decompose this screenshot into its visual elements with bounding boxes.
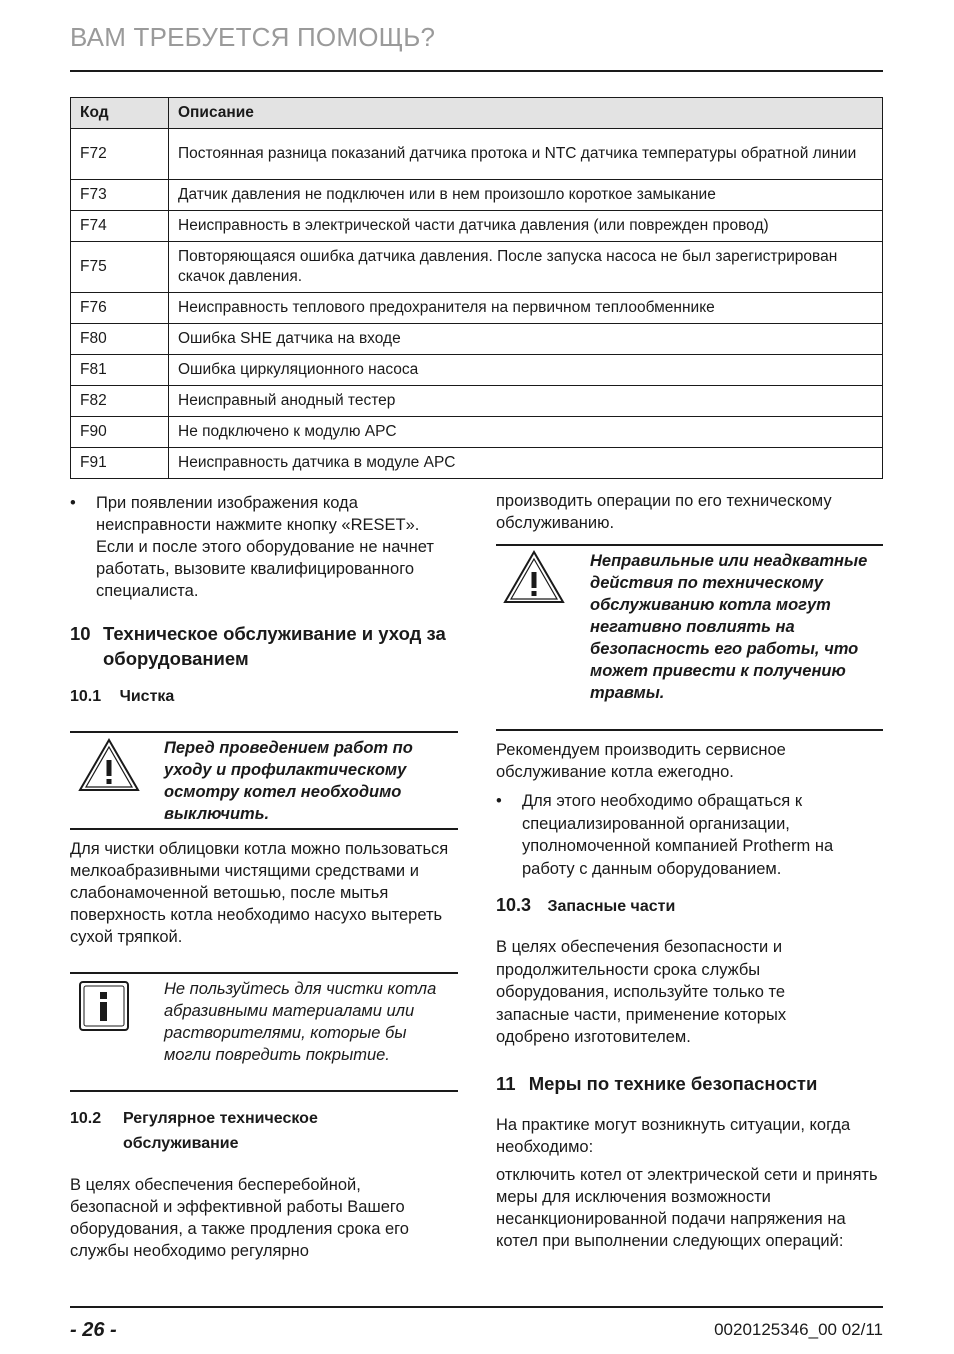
info-bottom-rule bbox=[70, 1090, 458, 1092]
header-divider bbox=[70, 70, 883, 72]
info-top-rule bbox=[70, 972, 458, 974]
error-code-table bbox=[70, 97, 883, 479]
section-number: 10 bbox=[70, 623, 91, 644]
section-number: 10.3 bbox=[496, 895, 532, 915]
page-header-title: ВАМ ТРЕБУЕТСЯ ПОМОЩЬ? bbox=[70, 22, 436, 52]
warning-bottom-rule bbox=[496, 729, 883, 731]
section-number: 10.1 bbox=[70, 688, 102, 705]
bullet-marker: • bbox=[496, 792, 502, 810]
table-cell-description: Не подключено к модулю APC bbox=[169, 417, 883, 448]
situations-paragraph: На практике могут возникнуть ситуации, когда необходимо: bbox=[496, 1116, 851, 1156]
warning-text: Перед проведением работ по уходу и профилактическому осмотру котел необходимо выключить. bbox=[164, 739, 413, 823]
protherm-bullet bbox=[496, 790, 881, 882]
continuation-paragraph: производить операции по его техническому обслуживанию. bbox=[496, 492, 832, 532]
recommend-paragraph: Рекомендуем производить сервисное обслуживание котла ежегодно. bbox=[496, 741, 786, 781]
table-cell-code: F73 bbox=[71, 180, 169, 211]
table-cell-description: Неисправность в электрической части датчика давления (или поврежден провод) bbox=[169, 211, 883, 242]
table-cell-description: Неисправность теплового предохранителя на первичном теплообменнике bbox=[169, 293, 883, 324]
section-title: Техническое обслуживание и уход за оборудованием bbox=[103, 623, 446, 669]
table-row bbox=[71, 355, 883, 386]
table-cell-code: F82 bbox=[71, 386, 169, 417]
warning-text: Неправильные или неадкватные действия по техническому обслуживанию котла могут негативно повлиять на безопасность его работы, что может привести к получению травмы. bbox=[590, 552, 868, 702]
warning-top-rule bbox=[70, 731, 458, 733]
table-row bbox=[71, 180, 883, 211]
maintenance-paragraph: В целях обеспечения бесперебойной, безопасной и эффективной работы Вашего оборудования, а также продления срока его службы необходимо регулярно bbox=[70, 1176, 409, 1260]
section-11-heading bbox=[496, 1071, 817, 1096]
warning-triangle-icon bbox=[78, 738, 140, 792]
table-cell-code: F72 bbox=[71, 129, 169, 180]
section-10-1-heading bbox=[70, 684, 174, 709]
table-header-row bbox=[71, 98, 883, 129]
page-number: - 26 - bbox=[70, 1319, 117, 1341]
section-number: 10.2 bbox=[70, 1110, 102, 1127]
table-cell-description: Датчик давления не подключен или в нем произошло короткое замыкание bbox=[169, 180, 883, 211]
column-header-code: Код bbox=[71, 98, 169, 129]
warning-triangle-icon bbox=[503, 550, 565, 604]
table-cell-code: F74 bbox=[71, 211, 169, 242]
section-title: Запасные части bbox=[547, 898, 676, 915]
section-10-3-heading bbox=[496, 893, 675, 919]
protherm-bullet-text: Для этого необходимо обращаться к специализированной организации, уполномоченной компанией Protherm на работу с данным оборудованием. bbox=[522, 792, 834, 878]
reset-bullet bbox=[70, 492, 460, 602]
footer-divider bbox=[70, 1306, 883, 1308]
table-cell-code: F80 bbox=[71, 324, 169, 355]
section-number: 11 bbox=[496, 1073, 516, 1094]
section-title: Чистка bbox=[119, 688, 175, 705]
cleaning-paragraph: Для чистки облицовки котла можно пользоваться мелкоабразивными чистящими средствами и слабонамоченной ветошью, после мытья поверхность котла необходимо насухо вытереть сухой тряпкой. bbox=[70, 840, 449, 946]
table-cell-description: Ошибка циркуляционного насоса bbox=[169, 355, 883, 386]
table-cell-code: F76 bbox=[71, 293, 169, 324]
column-header-description: Описание bbox=[169, 98, 883, 129]
table-cell-description: Неисправность датчика в модуле APC bbox=[169, 448, 883, 479]
section-title: Регулярное техническое обслуживание bbox=[123, 1110, 318, 1152]
disconnect-paragraph: отключить котел от электрической сети и принять меры для исключения возможности несанкционированной подачи напряжения на котел при выполнении следующих операций: bbox=[496, 1166, 878, 1250]
info-note-text: Не пользуйтесь для чистки котла абразивными материалами или растворителями, которые бы могли повредить покрытие. bbox=[164, 980, 437, 1064]
bullet-marker: • bbox=[70, 494, 76, 512]
reset-bullet-text: При появлении изображения кода неисправности нажмите кнопку «RESET». Если и после этого оборудование не начнет работать, вызовите квалифицированного специалиста. bbox=[96, 494, 434, 600]
table-row bbox=[71, 211, 883, 242]
table-row bbox=[71, 242, 883, 293]
table-cell-code: F90 bbox=[71, 417, 169, 448]
table-cell-code: F81 bbox=[71, 355, 169, 386]
table-row bbox=[71, 417, 883, 448]
warning-bottom-rule bbox=[70, 828, 458, 830]
info-icon bbox=[79, 981, 129, 1031]
table-cell-description: Ошибка SHE датчика на входе bbox=[169, 324, 883, 355]
table-row bbox=[71, 448, 883, 479]
parts-paragraph: В целях обеспечения безопасности и продолжительности срока службы оборудования, используйте только те запасные части, применение которых одобрено изготовителем. bbox=[496, 938, 787, 1046]
table-row bbox=[71, 386, 883, 417]
table-row bbox=[71, 129, 883, 180]
table-cell-description: Повторяющаяся ошибка датчика давления. После запуска насоса не был зарегистрирован скачок давления. bbox=[169, 242, 883, 293]
section-title: Меры по технике безопасности bbox=[528, 1073, 818, 1094]
document-id: 0020125346_00 02/11 bbox=[714, 1320, 883, 1339]
table-cell-description: Неисправный анодный тестер bbox=[169, 386, 883, 417]
table-cell-code: F75 bbox=[71, 242, 169, 293]
table-row bbox=[71, 293, 883, 324]
table-cell-description: Постоянная разница показаний датчика протока и NTC датчика температуры обратной линии bbox=[169, 129, 883, 180]
warning-top-rule bbox=[496, 544, 883, 546]
table-cell-code: F91 bbox=[71, 448, 169, 479]
table-row bbox=[71, 324, 883, 355]
